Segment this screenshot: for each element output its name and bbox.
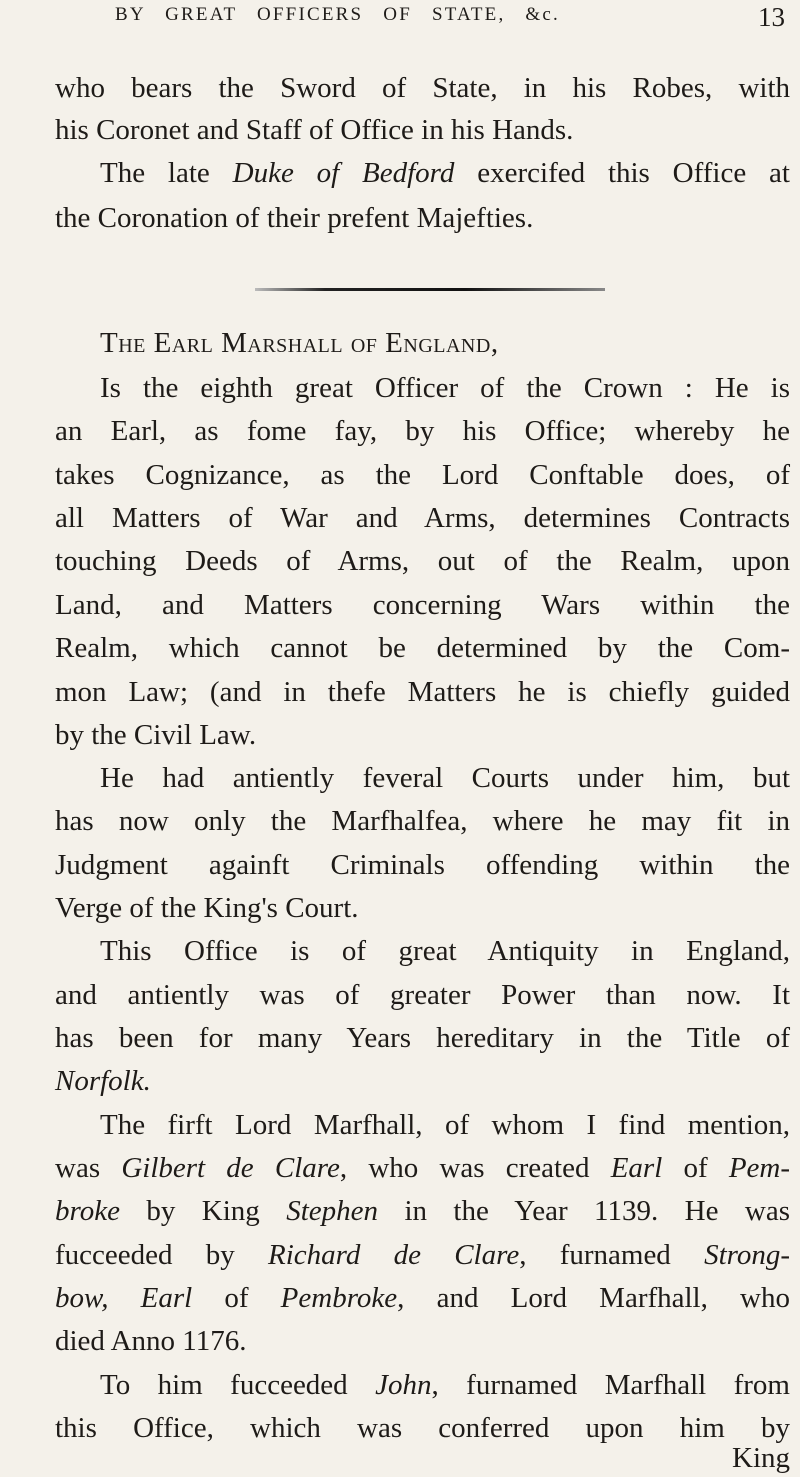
text-line [55, 717, 790, 753]
text-line [55, 890, 790, 926]
text-line [100, 760, 790, 796]
section-divider [255, 288, 605, 291]
text-segment: This Office is of great Antiquity in England, [100, 935, 790, 967]
text-segment: an Earl, as fome fay, by his Office; whereby he [55, 415, 790, 447]
text-segment: died Anno 1176. [55, 1325, 247, 1357]
text-line [55, 200, 790, 236]
text-segment: of [192, 1282, 281, 1314]
text-line [55, 1063, 790, 1099]
running-title: BY GREAT OFFICERS OF STATE, &c. [115, 4, 560, 25]
text-line [55, 70, 790, 106]
text-segment: who bears the Sword of State, in his Robes, with [55, 72, 790, 104]
text-line [55, 1150, 790, 1186]
italic-text: Pem- [728, 1152, 791, 1184]
text-segment: all Matters of War and Arms, determines Contracts [55, 502, 790, 534]
text-segment: Land, and Matters concerning Wars within the [55, 589, 790, 621]
text-line [100, 155, 790, 191]
text-line [55, 1440, 790, 1476]
italic-text: bow, Earl [55, 1282, 193, 1314]
text-segment: touching Deeds of Arms, out of the Realm, upon [55, 545, 790, 577]
italic-text: Stephen [286, 1195, 379, 1227]
italic-text: John [375, 1369, 432, 1401]
text-line [100, 933, 790, 969]
text-segment: by King [119, 1195, 287, 1227]
page-number: 13 [758, 2, 785, 32]
text-line [55, 1020, 790, 1056]
text-segment: Verge of the King's Court. [55, 892, 359, 924]
text-segment: King [732, 1442, 790, 1474]
text-segment: , who was created [339, 1152, 611, 1184]
text-line [55, 1237, 790, 1273]
text-segment: in the Year 1139. He was [378, 1195, 790, 1227]
text-line [55, 413, 790, 449]
text-line [55, 847, 790, 883]
text-line [100, 1107, 790, 1143]
text-segment: was [55, 1152, 122, 1184]
text-line [55, 977, 790, 1013]
text-segment: takes Cognizance, as the Lord Conftable does, of [55, 459, 790, 491]
italic-text: Strong- [704, 1239, 790, 1271]
text-line [55, 630, 790, 666]
text-line [55, 112, 790, 148]
text-segment: Judgment againft Criminals offending within the [55, 849, 790, 881]
text-segment: , and Lord Marfhall, who [397, 1282, 790, 1314]
italic-text: Pembroke [280, 1282, 398, 1314]
text-segment: Realm, which cannot be determined by the Com- [55, 632, 790, 664]
italic-text: Earl [610, 1152, 663, 1184]
text-line [55, 1193, 790, 1229]
italic-text: broke [55, 1195, 120, 1227]
text-segment: He had antiently feveral Courts under him, but [100, 762, 790, 794]
italic-text: Gilbert de Clare [121, 1152, 340, 1184]
text-segment: The late [100, 157, 233, 189]
text-line [100, 1367, 790, 1403]
text-segment: To him fucceeded [100, 1369, 376, 1401]
text-line [55, 500, 790, 536]
text-segment: The Earl Marshall of England, [100, 327, 499, 359]
text-segment: exercifed this Office at [454, 157, 790, 189]
section-heading [100, 325, 700, 361]
italic-text: Norfolk. [55, 1065, 151, 1097]
text-line [55, 587, 790, 623]
text-segment: has been for many Years hereditary in the Title of [55, 1022, 790, 1054]
text-segment: mon Law; (and in thefe Matters he is chiefly guided [55, 676, 790, 708]
text-segment: and antiently was of greater Power than now. It [55, 979, 790, 1011]
text-line [100, 370, 790, 406]
text-segment: , furnamed Marfhall from [431, 1369, 790, 1401]
text-segment: , furnamed [519, 1239, 705, 1271]
text-line [55, 803, 790, 839]
text-segment: of [662, 1152, 729, 1184]
text-segment: by the Civil Law. [55, 719, 257, 751]
text-segment: the Coronation of their prefent Majefties. [55, 202, 534, 234]
text-line [55, 1280, 790, 1316]
text-line [55, 543, 790, 579]
text-segment: fucceeded by [55, 1239, 268, 1271]
text-segment: The firft Lord Marfhall, of whom I find mention, [100, 1109, 790, 1141]
text-segment: Is the eighth great Officer of the Crown : He is [100, 372, 790, 404]
text-segment: has now only the Marfhalfea, where he may fit in [55, 805, 790, 837]
text-line [55, 1323, 790, 1359]
text-segment: his Coronet and Staff of Office in his Hands. [55, 114, 574, 146]
text-line [55, 674, 790, 710]
text-line [55, 457, 790, 493]
text-segment: this Office, which was conferred upon him by [55, 1412, 790, 1444]
italic-text: Duke of Bedford [232, 157, 455, 189]
italic-text: Richard de Clare [268, 1239, 520, 1271]
